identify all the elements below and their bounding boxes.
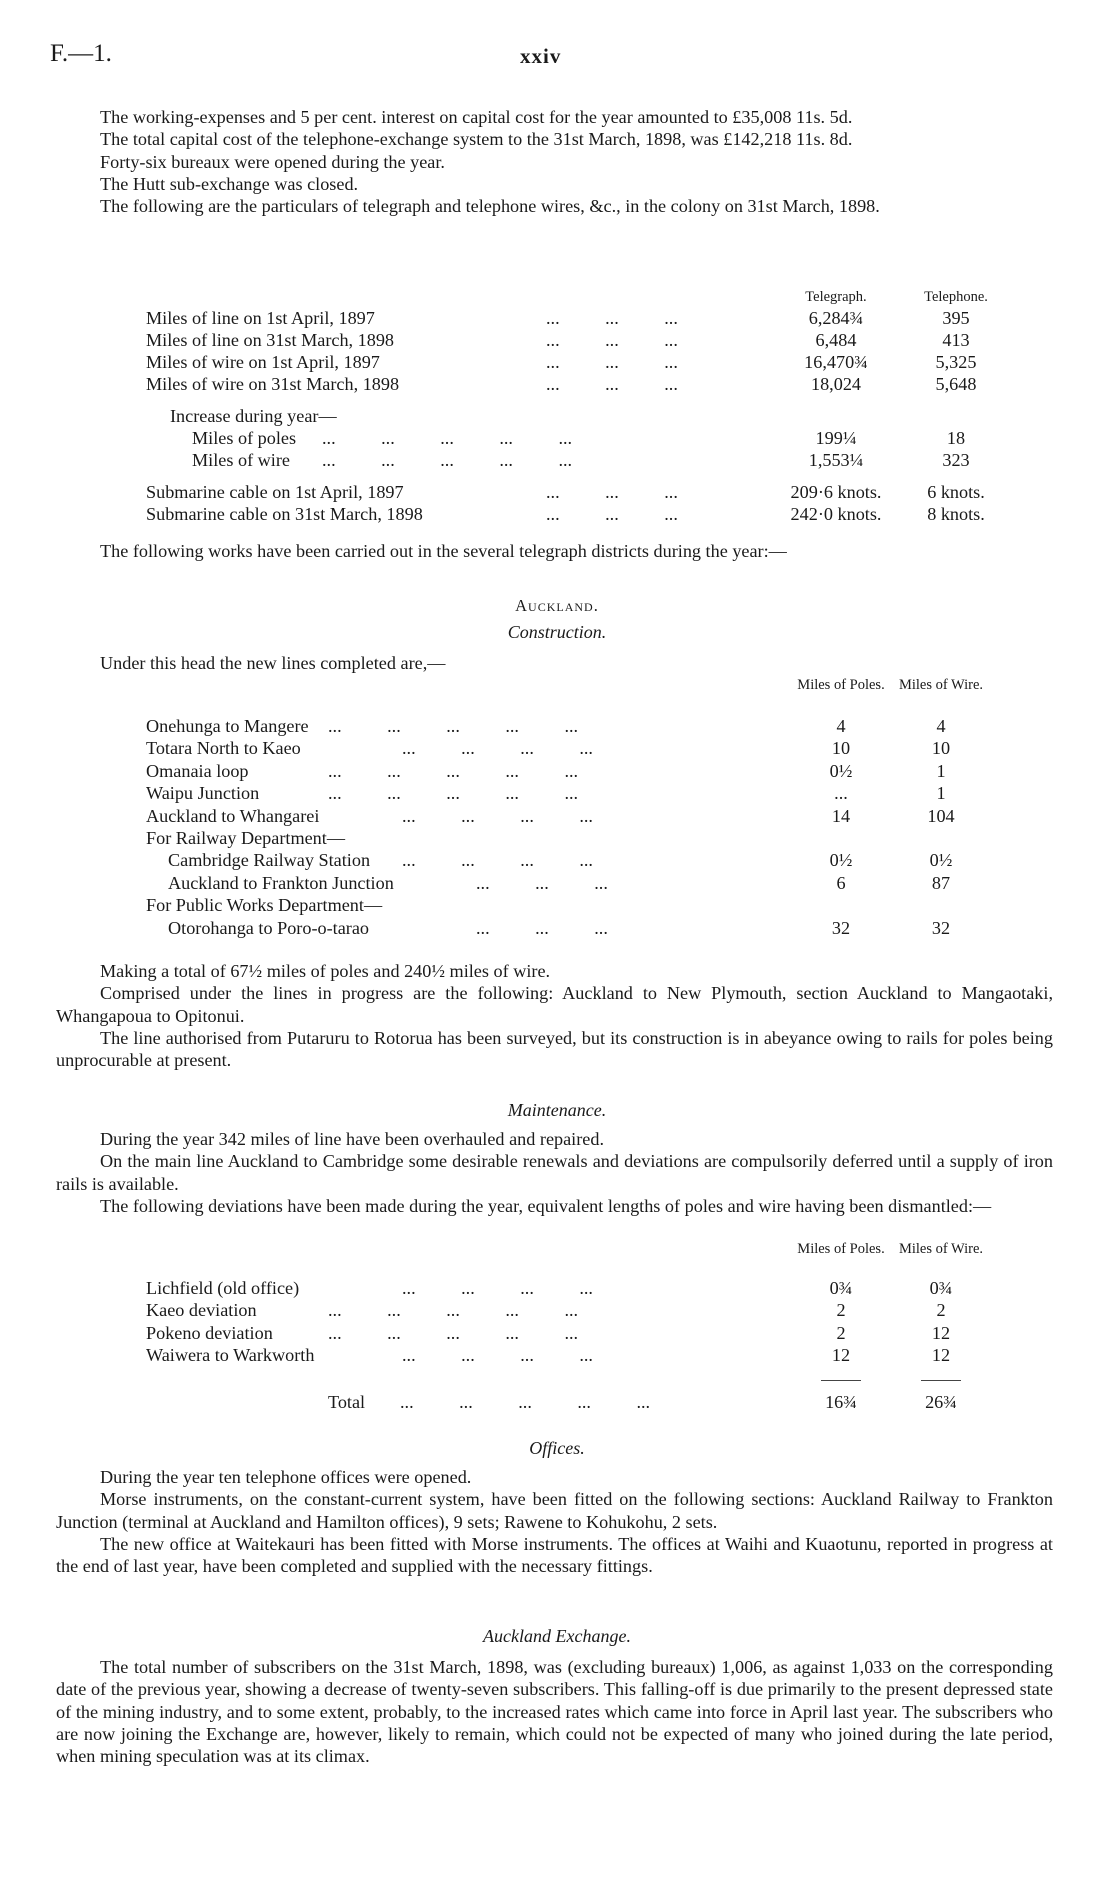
column-header: Miles of Wire. — [898, 677, 984, 693]
paragraph: Under this head the new lines completed are,— — [100, 653, 446, 673]
paragraph: The total capital cost of the telephone-exchange system to the 31st March, 1898, was £142,218 11s. 8d. — [100, 129, 853, 150]
poles-value: ... — [834, 783, 848, 804]
paragraph: The working-expenses and 5 per cent. interest on capital cost for the year amounted to £35,008 11s. 5d. — [100, 107, 853, 127]
wire-value: 10 — [931, 738, 951, 759]
poles-value: 32 — [831, 917, 851, 938]
row-label: Cambridge Railway Station — [168, 850, 371, 871]
offices-paragraphs — [56, 1466, 1053, 1577]
leader-dots: ... ... ... — [546, 330, 678, 350]
row-label: Miles of poles — [192, 428, 297, 448]
leader-dots: ... ... ... ... ... — [400, 1392, 651, 1412]
leader-dots: ... ... ... — [546, 374, 678, 394]
column-header: Miles of Wire. — [898, 1241, 984, 1257]
telephone-value: 395 — [942, 308, 970, 328]
section-title-auckland: Auckland. — [515, 596, 599, 615]
leader-dots: ... ... ... — [476, 917, 608, 938]
wire-value: 12 — [931, 1322, 951, 1343]
wire-value: 87 — [931, 872, 951, 893]
exchange-heading: Auckland Exchange. — [483, 1626, 631, 1646]
leader-dots: ... ... ... ... — [402, 850, 593, 871]
leader-dots: ... ... ... — [546, 352, 678, 372]
wire-value: 1 — [936, 783, 946, 804]
poles-value: 16¾ — [825, 1392, 857, 1412]
maintenance-heading: Maintenance. — [507, 1100, 607, 1120]
exchange-paragraphs — [56, 1656, 1053, 1767]
row-label: Miles of wire on 1st April, 1897 — [146, 352, 380, 372]
paragraph: The following are the particulars of telegraph and telephone wires, &c., in the colony on 31st March, 1898. — [100, 196, 880, 217]
poles-value: 0½ — [829, 850, 853, 871]
row-label: Onehunga to Mangere — [146, 716, 309, 736]
row-label: Miles of wire on 31st March, 1898 — [146, 374, 400, 394]
paragraph: The Hutt sub-exchange was closed. — [100, 173, 359, 194]
wire-value: 2 — [936, 1300, 946, 1321]
leader-dots: ... ... ... — [546, 504, 678, 524]
poles-value: 6 — [836, 872, 846, 893]
paragraph: Comprised under the lines in progress are the following: Auckland to New Plymouth, section Auckland to Mangaotaki, Whangapoua to Opitonui. — [56, 983, 1053, 1026]
poles-value: 10 — [831, 738, 851, 759]
page-number: xxiv — [520, 44, 562, 68]
paragraph: Making a total of 67½ miles of poles and 240½ miles of wire. — [100, 961, 551, 981]
poles-value: 0¾ — [829, 1278, 853, 1298]
construction-paragraphs — [56, 960, 1053, 1071]
telephone-value: 323 — [942, 450, 970, 470]
telephone-value: 18 — [946, 428, 966, 448]
paragraph: The total number of subscribers on the 31st March, 1898, was (excluding bureaux) 1,006, as against 1,033 on the corresponding date of the previous year, showing a decrease of twenty-seven subscribers. This falling-off is due primarily to the present depressed state of the mining industry, and to some extent, probably, to the increased rates which came into force in April last year. The subscribers who are now joining the Exchange are, however, likely to remain, which could not be expected of many who joined during the late period, when mining speculation was at its climax. — [56, 1657, 1053, 1767]
leader-dots: ... ... ... — [546, 308, 678, 328]
wire-value: 104 — [927, 805, 955, 826]
paragraph: Forty-six bureaux were opened during the year. — [100, 151, 445, 172]
row-label: Kaeo deviation — [146, 1300, 257, 1321]
wire-value: 12 — [931, 1345, 951, 1366]
column-header: Telegraph. — [805, 289, 867, 305]
page-code: F.—1. — [50, 40, 112, 67]
paragraph: Morse instruments, on the constant-current system, have been fitted on the following sections: Auckland Railway to Frankton Junction (terminal at Auckland and Hamilton offices), 9 sets; Rawene to Kohukohu, 2 sets. — [56, 1489, 1053, 1532]
wire-value: 4 — [936, 716, 946, 736]
leader-dots: ... ... ... ... ... — [328, 716, 579, 736]
column-header: Miles of Poles. — [797, 677, 885, 693]
telegraph-value: 18,024 — [810, 374, 861, 394]
telegraph-value: 6,484 — [815, 330, 857, 350]
leader-dots: ... ... ... ... ... — [322, 450, 573, 470]
wire-value: 1 — [936, 760, 946, 781]
telephone-value: 8 knots. — [927, 504, 985, 524]
wire-value: 32 — [931, 917, 951, 938]
leader-dots: ... ... ... ... ... — [328, 1300, 579, 1321]
leader-dots: ... ... ... ... — [402, 805, 593, 826]
offices-heading: Offices. — [529, 1438, 585, 1458]
row-label: Otorohanga to Poro-o-tarao — [168, 917, 370, 938]
wire-value: 0¾ — [929, 1278, 953, 1298]
row-label: Miles of line on 1st April, 1897 — [146, 308, 375, 328]
maintenance-paragraphs — [56, 1128, 1053, 1217]
construction-heading: Construction. — [507, 622, 607, 642]
poles-value: 4 — [836, 716, 846, 736]
paragraph: The following works have been carried out in the several telegraph districts during the year:— — [100, 541, 787, 561]
total-rule — [821, 1380, 861, 1381]
poles-value: 0½ — [829, 760, 853, 781]
row-label: Waipu Junction — [146, 783, 260, 804]
increase-heading: Increase during year— — [170, 406, 337, 426]
row-label: Waiwera to Warkworth — [146, 1345, 315, 1366]
row-label: Auckland to Whangarei — [146, 805, 320, 826]
construction-intro — [56, 652, 1053, 674]
poles-value: 12 — [831, 1345, 851, 1366]
paragraph: During the year 342 miles of line have been overhauled and repaired. — [100, 1129, 605, 1149]
leader-dots: ... ... ... ... — [402, 738, 593, 759]
telegraph-value: 16,470¾ — [804, 352, 868, 372]
paragraph: On the main line Auckland to Cambridge some desirable renewals and deviations are compulsorily deferred until a supply of iron rails is available. — [56, 1151, 1053, 1194]
telegraph-value: 199¼ — [815, 428, 857, 448]
telephone-value: 413 — [942, 330, 970, 350]
row-label: Omanaia loop — [146, 760, 249, 781]
telephone-value: 5,325 — [935, 352, 977, 372]
telegraph-value: 1,553¼ — [808, 450, 864, 470]
leader-dots: ... ... ... — [476, 872, 608, 893]
poles-value: 2 — [836, 1300, 846, 1321]
row-label: Miles of wire — [192, 450, 290, 470]
telephone-value: 6 knots. — [927, 482, 985, 502]
paragraph: The new office at Waitekauri has been fitted with Morse instruments. The offices at Waihi and Kuaotunu, reported in progress at the end of last year, have been completed and supplied with the necessary fittings. — [56, 1533, 1053, 1577]
leader-dots: ... ... ... ... ... — [322, 428, 573, 448]
paragraph: During the year ten telephone offices were opened. — [100, 1467, 472, 1487]
wire-value: 26¾ — [925, 1392, 957, 1412]
row-label: Submarine cable on 31st March, 1898 — [146, 504, 423, 524]
poles-value: 2 — [836, 1322, 846, 1343]
row-label: Pokeno deviation — [146, 1322, 273, 1343]
leader-dots: ... ... ... ... — [402, 1278, 593, 1298]
paragraph: The line authorised from Putaruru to Rotorua has been surveyed, but its construction is in abeyance owing to rails for poles being unprocurable at present. — [56, 1027, 1053, 1071]
intro-section — [56, 106, 1053, 217]
row-label: Submarine cable on 1st April, 1897 — [146, 482, 404, 502]
poles-value: 14 — [831, 805, 851, 826]
row-label: Totara North to Kaeo — [146, 738, 301, 759]
telephone-value: 5,648 — [935, 374, 977, 394]
row-label: Lichfield (old office) — [146, 1278, 300, 1298]
telegraph-value: 209·6 knots. — [790, 482, 882, 502]
column-header: Telephone. — [924, 289, 988, 305]
row-label: For Public Works Department— — [146, 895, 383, 916]
leader-dots: ... ... ... ... ... — [328, 783, 579, 804]
works-intro — [56, 540, 1053, 562]
row-label: Total — [328, 1392, 366, 1412]
leader-dots: ... ... ... — [546, 482, 678, 502]
telegraph-value: 6,284¾ — [808, 308, 864, 328]
column-header: Miles of Poles. — [797, 1241, 885, 1257]
leader-dots: ... ... ... ... ... — [328, 1322, 579, 1343]
leader-dots: ... ... ... ... — [402, 1345, 593, 1366]
paragraph: The following deviations have been made during the year, equivalent lengths of poles and wire having been dismantled:— — [100, 1195, 992, 1216]
total-rule — [921, 1380, 961, 1381]
telegraph-value: 242·0 knots. — [790, 504, 882, 524]
row-label: Miles of line on 31st March, 1898 — [146, 330, 395, 350]
row-label: For Railway Department— — [146, 828, 346, 848]
row-label: Auckland to Frankton Junction — [168, 872, 394, 893]
wire-value: 0½ — [929, 850, 953, 871]
leader-dots: ... ... ... ... ... — [328, 760, 579, 781]
